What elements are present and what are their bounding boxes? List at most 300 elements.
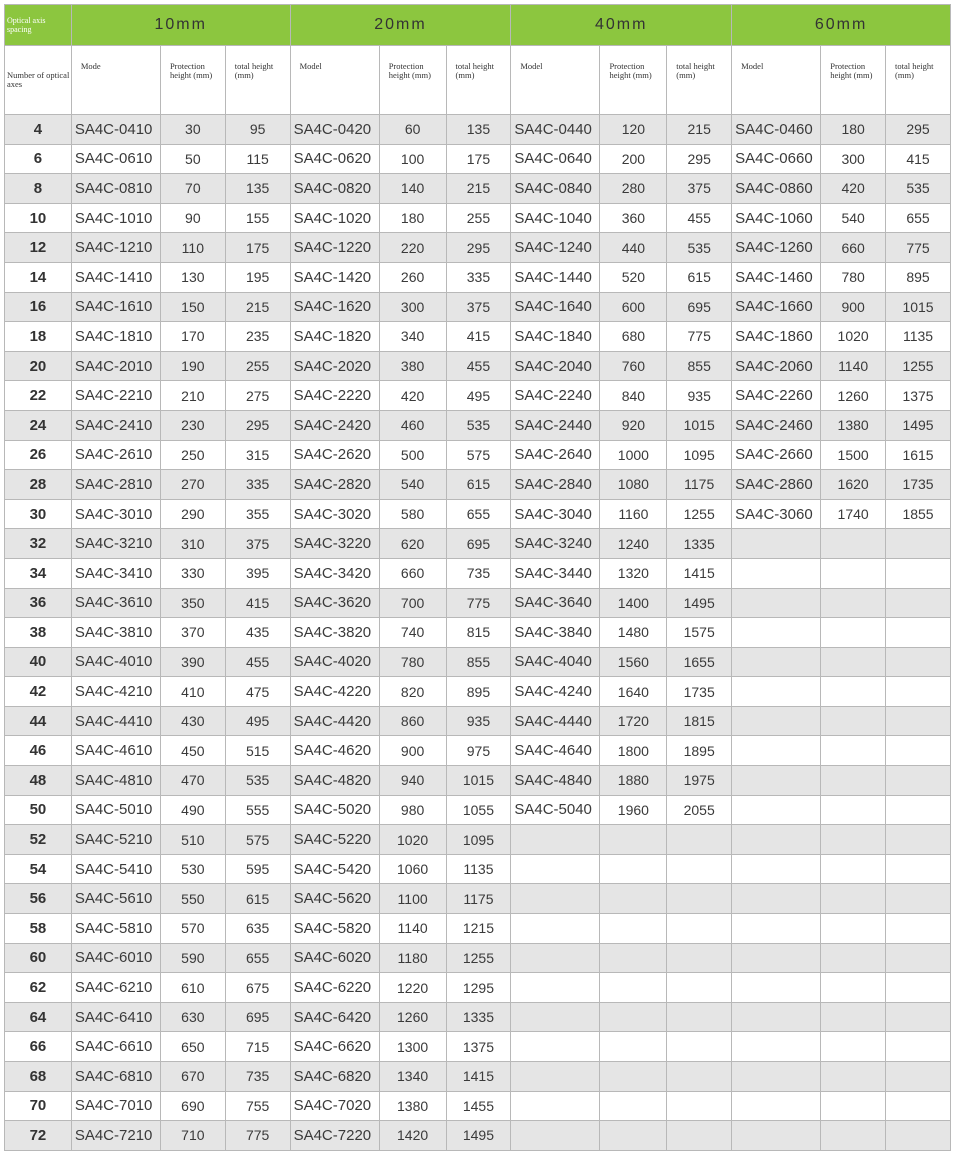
- total-height-cell: [667, 1091, 732, 1121]
- protection-height-cell: 1340: [379, 1062, 446, 1092]
- protection-height-cell: 100: [379, 144, 446, 174]
- model-cell: SA4C-2810: [71, 470, 160, 500]
- total-height-cell: 1855: [886, 499, 951, 529]
- protection-height-cell: 360: [600, 203, 667, 233]
- protection-height-cell: [821, 914, 886, 944]
- axes-count-cell: 14: [5, 262, 72, 292]
- axes-count-cell: 34: [5, 558, 72, 588]
- protection-height-cell: 1960: [600, 795, 667, 825]
- axes-count-cell: 72: [5, 1121, 72, 1151]
- model-cell: [732, 795, 821, 825]
- protection-height-cell: 700: [379, 588, 446, 618]
- total-height-cell: 1975: [667, 766, 732, 796]
- table-row: [5, 322, 951, 352]
- protection-height-cell: 330: [160, 558, 225, 588]
- total-height-cell: [667, 884, 732, 914]
- total-height-cell: 355: [225, 499, 290, 529]
- total-height-cell: 1615: [886, 440, 951, 470]
- group-title-60mm: 60mm: [732, 5, 951, 46]
- protection-height-cell: 220: [379, 233, 446, 263]
- model-cell: SA4C-5420: [290, 854, 379, 884]
- total-height-cell: 175: [446, 144, 511, 174]
- protection-height-cell: 590: [160, 943, 225, 973]
- protection-height-cell: 410: [160, 677, 225, 707]
- total-height-cell: 435: [225, 618, 290, 648]
- model-cell: SA4C-6410: [71, 1002, 160, 1032]
- total-height-cell: 595: [225, 854, 290, 884]
- axes-count-cell: 58: [5, 914, 72, 944]
- table-row: [5, 647, 951, 677]
- model-cell: SA4C-4010: [71, 647, 160, 677]
- table-row: [5, 884, 951, 914]
- model-cell: [732, 914, 821, 944]
- model-cell: SA4C-1060: [732, 203, 821, 233]
- total-height-cell: 315: [225, 440, 290, 470]
- protection-height-cell: [600, 854, 667, 884]
- total-height-cell: 775: [446, 588, 511, 618]
- table-row: [5, 144, 951, 174]
- total-height-cell: [886, 588, 951, 618]
- model-cell: [732, 1032, 821, 1062]
- protection-height-cell: 630: [160, 1002, 225, 1032]
- axes-count-cell: 48: [5, 766, 72, 796]
- model-cell: SA4C-6820: [290, 1062, 379, 1092]
- protection-height-cell: 1560: [600, 647, 667, 677]
- model-cell: [511, 884, 600, 914]
- model-cell: [732, 973, 821, 1003]
- protection-height-cell: [821, 766, 886, 796]
- total-height-cell: 295: [225, 410, 290, 440]
- total-height-cell: 855: [667, 351, 732, 381]
- protection-height-cell: [821, 647, 886, 677]
- total-height-cell: 675: [225, 973, 290, 1003]
- total-height-cell: [886, 1032, 951, 1062]
- axes-count-cell: 64: [5, 1002, 72, 1032]
- model-cell: SA4C-1840: [511, 322, 600, 352]
- model-cell: SA4C-4610: [71, 736, 160, 766]
- table-row: [5, 440, 951, 470]
- model-cell: SA4C-2620: [290, 440, 379, 470]
- total-height-cell: 195: [225, 262, 290, 292]
- model-cell: SA4C-4810: [71, 766, 160, 796]
- total-height-cell: 735: [446, 558, 511, 588]
- protection-height-cell: [600, 825, 667, 855]
- model-cell: SA4C-2010: [71, 351, 160, 381]
- axes-count-cell: 18: [5, 322, 72, 352]
- protection-height-cell: 610: [160, 973, 225, 1003]
- protection-height-cell: 430: [160, 706, 225, 736]
- protection-height-cell: [600, 1091, 667, 1121]
- model-cell: SA4C-2860: [732, 470, 821, 500]
- total-height-cell: 375: [446, 292, 511, 322]
- table-row: [5, 1121, 951, 1151]
- model-cell: SA4C-1410: [71, 262, 160, 292]
- model-cell: [511, 825, 600, 855]
- protection-height-cell: 200: [600, 144, 667, 174]
- protection-height-cell: [821, 736, 886, 766]
- protection-height-cell: 290: [160, 499, 225, 529]
- model-cell: [732, 706, 821, 736]
- model-cell: SA4C-0840: [511, 174, 600, 204]
- model-cell: SA4C-5610: [71, 884, 160, 914]
- total-height-cell: 335: [225, 470, 290, 500]
- model-cell: SA4C-7220: [290, 1121, 379, 1151]
- table-row: [5, 233, 951, 263]
- total-height-cell: 1575: [667, 618, 732, 648]
- protection-height-cell: 370: [160, 618, 225, 648]
- spec-table: [4, 4, 951, 1151]
- protection-height-cell: 380: [379, 351, 446, 381]
- model-cell: SA4C-1440: [511, 262, 600, 292]
- protection-height-cell: 600: [600, 292, 667, 322]
- model-cell: SA4C-0810: [71, 174, 160, 204]
- model-cell: SA4C-2460: [732, 410, 821, 440]
- protection-height-cell: 670: [160, 1062, 225, 1092]
- total-height-cell: 455: [667, 203, 732, 233]
- col-header: Model: [290, 46, 379, 115]
- model-cell: SA4C-3220: [290, 529, 379, 559]
- total-height-cell: 215: [446, 174, 511, 204]
- model-cell: [732, 1121, 821, 1151]
- table-row: [5, 1091, 951, 1121]
- model-cell: SA4C-1020: [290, 203, 379, 233]
- group-title-20mm: 20mm: [290, 5, 511, 46]
- total-height-cell: 1815: [667, 706, 732, 736]
- protection-height-cell: 1020: [379, 825, 446, 855]
- protection-height-cell: 260: [379, 262, 446, 292]
- total-height-cell: 415: [225, 588, 290, 618]
- model-cell: [732, 1062, 821, 1092]
- protection-height-cell: 130: [160, 262, 225, 292]
- total-height-cell: 1175: [446, 884, 511, 914]
- protection-height-cell: [821, 1032, 886, 1062]
- total-height-cell: 615: [225, 884, 290, 914]
- model-cell: [732, 1002, 821, 1032]
- total-height-cell: 295: [446, 233, 511, 263]
- protection-height-cell: 1640: [600, 677, 667, 707]
- model-cell: SA4C-5410: [71, 854, 160, 884]
- col-header: Model: [511, 46, 600, 115]
- total-height-cell: 1415: [446, 1062, 511, 1092]
- axes-count-cell: 20: [5, 351, 72, 381]
- protection-height-cell: 780: [379, 647, 446, 677]
- total-height-cell: 555: [225, 795, 290, 825]
- table-row: [5, 795, 951, 825]
- total-height-cell: 235: [225, 322, 290, 352]
- protection-height-cell: 820: [379, 677, 446, 707]
- model-cell: SA4C-5210: [71, 825, 160, 855]
- table-row: [5, 351, 951, 381]
- protection-height-cell: [821, 588, 886, 618]
- axes-count-cell: 4: [5, 115, 72, 145]
- total-height-cell: [886, 1062, 951, 1092]
- protection-height-cell: 550: [160, 884, 225, 914]
- protection-height-cell: 300: [379, 292, 446, 322]
- protection-height-cell: 1320: [600, 558, 667, 588]
- protection-height-cell: 140: [379, 174, 446, 204]
- protection-height-cell: 210: [160, 381, 225, 411]
- protection-height-cell: 170: [160, 322, 225, 352]
- axes-count-cell: 32: [5, 529, 72, 559]
- protection-height-cell: 1380: [821, 410, 886, 440]
- total-height-cell: [667, 1121, 732, 1151]
- table-row: [5, 943, 951, 973]
- total-height-cell: 155: [225, 203, 290, 233]
- model-cell: SA4C-1420: [290, 262, 379, 292]
- model-cell: SA4C-3610: [71, 588, 160, 618]
- total-height-cell: [886, 558, 951, 588]
- protection-height-cell: [821, 529, 886, 559]
- protection-height-cell: 180: [821, 115, 886, 145]
- total-height-cell: 575: [446, 440, 511, 470]
- protection-height-cell: 390: [160, 647, 225, 677]
- protection-height-cell: [821, 558, 886, 588]
- total-height-cell: 935: [667, 381, 732, 411]
- protection-height-cell: 440: [600, 233, 667, 263]
- model-cell: SA4C-1010: [71, 203, 160, 233]
- model-cell: SA4C-4440: [511, 706, 600, 736]
- table-row: [5, 499, 951, 529]
- model-cell: SA4C-2610: [71, 440, 160, 470]
- total-height-cell: 1335: [667, 529, 732, 559]
- protection-height-cell: 1140: [821, 351, 886, 381]
- model-cell: SA4C-6210: [71, 973, 160, 1003]
- total-height-cell: 135: [225, 174, 290, 204]
- total-height-cell: 115: [225, 144, 290, 174]
- model-cell: [511, 943, 600, 973]
- protection-height-cell: 300: [821, 144, 886, 174]
- total-height-cell: [886, 943, 951, 973]
- protection-height-cell: 900: [821, 292, 886, 322]
- model-cell: SA4C-2060: [732, 351, 821, 381]
- table-row: [5, 410, 951, 440]
- total-height-cell: 1095: [446, 825, 511, 855]
- total-height-cell: 255: [225, 351, 290, 381]
- protection-height-cell: [821, 1091, 886, 1121]
- protection-height-cell: 530: [160, 854, 225, 884]
- model-cell: [732, 618, 821, 648]
- model-cell: SA4C-3810: [71, 618, 160, 648]
- protection-height-cell: 1380: [379, 1091, 446, 1121]
- total-height-cell: 615: [667, 262, 732, 292]
- model-cell: [732, 943, 821, 973]
- table-row: [5, 854, 951, 884]
- model-cell: SA4C-1040: [511, 203, 600, 233]
- protection-height-cell: 50: [160, 144, 225, 174]
- model-cell: SA4C-3210: [71, 529, 160, 559]
- model-cell: [732, 766, 821, 796]
- protection-height-cell: [600, 973, 667, 1003]
- protection-height-cell: 900: [379, 736, 446, 766]
- total-height-cell: 715: [225, 1032, 290, 1062]
- model-cell: [732, 736, 821, 766]
- table-row: [5, 618, 951, 648]
- protection-height-cell: 760: [600, 351, 667, 381]
- protection-height-cell: [600, 884, 667, 914]
- model-cell: [732, 884, 821, 914]
- total-height-cell: 1255: [886, 351, 951, 381]
- protection-height-cell: [821, 825, 886, 855]
- protection-height-cell: 230: [160, 410, 225, 440]
- protection-height-cell: 1080: [600, 470, 667, 500]
- model-cell: [511, 973, 600, 1003]
- total-height-cell: 695: [446, 529, 511, 559]
- table-row: [5, 1062, 951, 1092]
- protection-height-cell: 150: [160, 292, 225, 322]
- total-height-cell: 615: [446, 470, 511, 500]
- model-cell: SA4C-2240: [511, 381, 600, 411]
- protection-height-cell: [821, 943, 886, 973]
- total-height-cell: 295: [667, 144, 732, 174]
- col-header: total height (mm): [225, 46, 290, 115]
- model-cell: SA4C-0410: [71, 115, 160, 145]
- total-height-cell: 1015: [446, 766, 511, 796]
- col-header: total height (mm): [446, 46, 511, 115]
- model-cell: [511, 1032, 600, 1062]
- table-row: [5, 558, 951, 588]
- total-height-cell: 375: [225, 529, 290, 559]
- total-height-cell: [886, 914, 951, 944]
- protection-height-cell: 1500: [821, 440, 886, 470]
- total-height-cell: 1895: [667, 736, 732, 766]
- total-height-cell: [667, 825, 732, 855]
- axes-count-cell: 70: [5, 1091, 72, 1121]
- axes-count-cell: 56: [5, 884, 72, 914]
- total-height-cell: 895: [886, 262, 951, 292]
- model-cell: SA4C-2410: [71, 410, 160, 440]
- protection-height-cell: [821, 884, 886, 914]
- model-cell: SA4C-1810: [71, 322, 160, 352]
- total-height-cell: 1375: [886, 381, 951, 411]
- model-cell: SA4C-6010: [71, 943, 160, 973]
- group-title-40mm: 40mm: [511, 5, 732, 46]
- model-cell: [732, 1091, 821, 1121]
- protection-height-cell: 1260: [821, 381, 886, 411]
- protection-height-cell: 70: [160, 174, 225, 204]
- group-header-row: [5, 5, 951, 46]
- total-height-cell: 755: [225, 1091, 290, 1121]
- model-cell: SA4C-1820: [290, 322, 379, 352]
- model-cell: SA4C-2660: [732, 440, 821, 470]
- total-height-cell: 415: [446, 322, 511, 352]
- model-cell: SA4C-3640: [511, 588, 600, 618]
- protection-height-cell: 1740: [821, 499, 886, 529]
- total-height-cell: 255: [446, 203, 511, 233]
- group-title-10mm: 10mm: [71, 5, 290, 46]
- table-row: [5, 677, 951, 707]
- axes-count-cell: 36: [5, 588, 72, 618]
- protection-height-cell: 1220: [379, 973, 446, 1003]
- model-cell: SA4C-3010: [71, 499, 160, 529]
- col-header: Model: [732, 46, 821, 115]
- table-row: [5, 262, 951, 292]
- model-cell: SA4C-1220: [290, 233, 379, 263]
- model-cell: SA4C-7010: [71, 1091, 160, 1121]
- total-height-cell: 775: [886, 233, 951, 263]
- row-label: Number of optical axes: [5, 46, 72, 115]
- model-cell: SA4C-3020: [290, 499, 379, 529]
- model-cell: SA4C-2210: [71, 381, 160, 411]
- total-height-cell: 855: [446, 647, 511, 677]
- protection-height-cell: 1260: [379, 1002, 446, 1032]
- total-height-cell: [886, 1091, 951, 1121]
- protection-height-cell: 190: [160, 351, 225, 381]
- total-height-cell: 1655: [667, 647, 732, 677]
- protection-height-cell: [821, 1002, 886, 1032]
- protection-height-cell: 580: [379, 499, 446, 529]
- total-height-cell: 95: [225, 115, 290, 145]
- protection-height-cell: 570: [160, 914, 225, 944]
- total-height-cell: 895: [446, 677, 511, 707]
- total-height-cell: 415: [886, 144, 951, 174]
- protection-height-cell: 110: [160, 233, 225, 263]
- total-height-cell: 1215: [446, 914, 511, 944]
- total-height-cell: 695: [225, 1002, 290, 1032]
- protection-height-cell: 660: [821, 233, 886, 263]
- protection-height-cell: [821, 618, 886, 648]
- total-height-cell: 1135: [886, 322, 951, 352]
- total-height-cell: 495: [446, 381, 511, 411]
- total-height-cell: [886, 1121, 951, 1151]
- model-cell: SA4C-1860: [732, 322, 821, 352]
- total-height-cell: 335: [446, 262, 511, 292]
- protection-height-cell: 710: [160, 1121, 225, 1151]
- model-cell: SA4C-2640: [511, 440, 600, 470]
- protection-height-cell: 840: [600, 381, 667, 411]
- model-cell: SA4C-0660: [732, 144, 821, 174]
- axes-count-cell: 30: [5, 499, 72, 529]
- table-row: [5, 1032, 951, 1062]
- axes-count-cell: 54: [5, 854, 72, 884]
- model-cell: SA4C-3440: [511, 558, 600, 588]
- total-height-cell: 395: [225, 558, 290, 588]
- protection-height-cell: 1240: [600, 529, 667, 559]
- protection-height-cell: 280: [600, 174, 667, 204]
- total-height-cell: 475: [225, 677, 290, 707]
- model-cell: [511, 1091, 600, 1121]
- total-height-cell: [886, 854, 951, 884]
- axes-count-cell: 16: [5, 292, 72, 322]
- model-cell: SA4C-0640: [511, 144, 600, 174]
- model-cell: SA4C-2420: [290, 410, 379, 440]
- total-height-cell: [667, 1062, 732, 1092]
- protection-height-cell: [600, 1062, 667, 1092]
- protection-height-cell: 540: [379, 470, 446, 500]
- axes-count-cell: 38: [5, 618, 72, 648]
- protection-height-cell: [821, 1121, 886, 1151]
- axes-count-cell: 6: [5, 144, 72, 174]
- total-height-cell: 2055: [667, 795, 732, 825]
- total-height-cell: [886, 647, 951, 677]
- model-cell: SA4C-1610: [71, 292, 160, 322]
- model-cell: SA4C-4040: [511, 647, 600, 677]
- protection-height-cell: [821, 677, 886, 707]
- protection-height-cell: 1620: [821, 470, 886, 500]
- model-cell: SA4C-0420: [290, 115, 379, 145]
- protection-height-cell: 1180: [379, 943, 446, 973]
- table-row: [5, 470, 951, 500]
- total-height-cell: [886, 973, 951, 1003]
- model-cell: SA4C-0440: [511, 115, 600, 145]
- protection-height-cell: [821, 1062, 886, 1092]
- protection-height-cell: [821, 795, 886, 825]
- protection-height-cell: 90: [160, 203, 225, 233]
- protection-height-cell: 620: [379, 529, 446, 559]
- model-cell: SA4C-3240: [511, 529, 600, 559]
- protection-height-cell: 650: [160, 1032, 225, 1062]
- protection-height-cell: 420: [821, 174, 886, 204]
- col-header: Protection height (mm): [379, 46, 446, 115]
